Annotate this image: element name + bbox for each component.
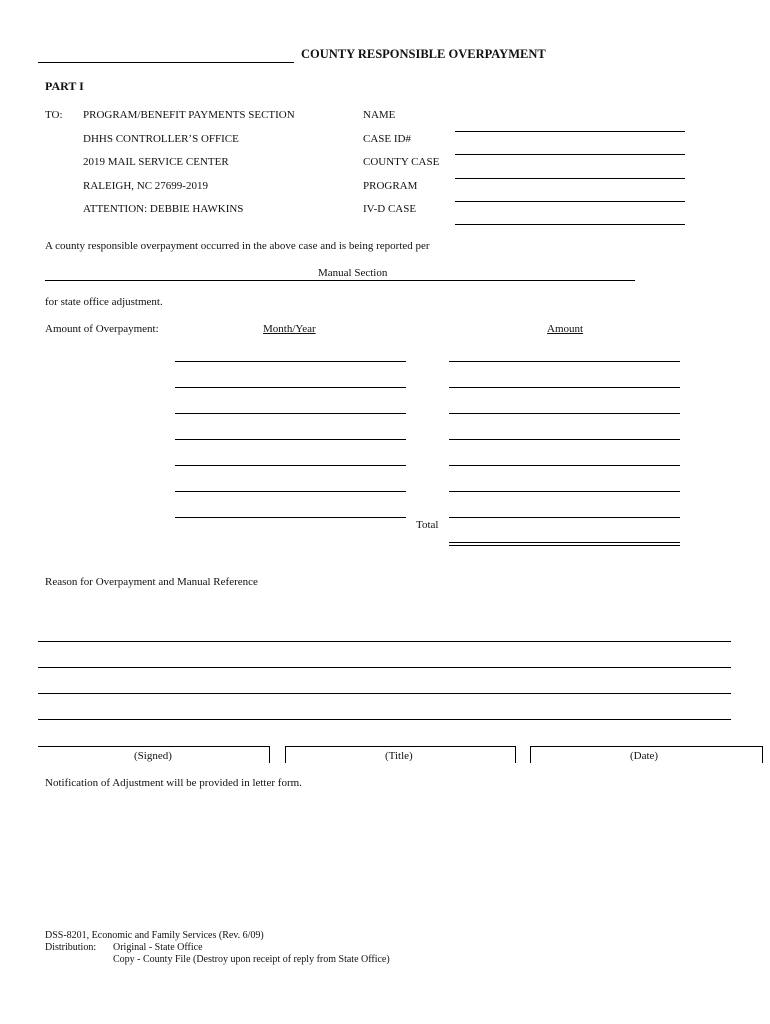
county-case-field[interactable]	[455, 178, 685, 179]
case-id-label: CASE ID#	[363, 133, 411, 145]
date-field[interactable]	[530, 746, 763, 747]
to-label: TO:	[45, 109, 63, 121]
title-divider-right	[530, 746, 531, 763]
to-line-2: DHHS CONTROLLER’S OFFICE	[83, 133, 239, 145]
distribution-label: Distribution:	[45, 942, 97, 953]
form-id: DSS-8201, Economic and Family Services (Rev. 6/09)	[45, 930, 264, 941]
title-field[interactable]	[285, 746, 516, 747]
total-label: Total	[416, 519, 439, 531]
ivd-case-label: IV-D CASE	[363, 203, 417, 215]
manual-section-field[interactable]	[45, 280, 635, 281]
date-divider-right	[762, 746, 763, 763]
reason-line-2[interactable]	[38, 667, 731, 668]
total-double-underline	[449, 545, 680, 546]
to-line-5: ATTENTION: DEBBIE HAWKINS	[83, 203, 244, 215]
notification-text: Notification of Adjustment will be provided in letter form.	[45, 777, 302, 789]
signed-divider-left	[269, 746, 270, 763]
month-field-3[interactable]	[175, 413, 406, 414]
to-line-3: 2019 MAIL SERVICE CENTER	[83, 156, 229, 168]
title-divider-left	[515, 746, 516, 763]
to-line-1: PROGRAM/BENEFIT PAYMENTS SECTION	[83, 109, 295, 121]
header-blank-line[interactable]	[38, 62, 294, 63]
distribution-original: Original - State Office	[113, 942, 203, 953]
amount-field-1[interactable]	[449, 361, 680, 362]
month-field-5[interactable]	[175, 465, 406, 466]
amount-field-2[interactable]	[449, 387, 680, 388]
month-year-header: Month/Year	[263, 323, 316, 335]
amount-field-7[interactable]	[449, 517, 680, 518]
name-field[interactable]	[455, 131, 685, 132]
for-adjustment-text: for state office adjustment.	[45, 296, 163, 308]
distribution-copy: Copy - County File (Destroy upon receipt of reply from State Office)	[113, 954, 390, 965]
amount-field-5[interactable]	[449, 465, 680, 466]
ivd-case-field[interactable]	[455, 224, 685, 225]
overpayment-label: Amount of Overpayment:	[45, 323, 159, 335]
total-field[interactable]	[449, 542, 680, 543]
amount-header: Amount	[547, 323, 584, 335]
signed-field[interactable]	[38, 746, 270, 747]
month-field-4[interactable]	[175, 439, 406, 440]
month-field-7[interactable]	[175, 517, 406, 518]
amount-field-4[interactable]	[449, 439, 680, 440]
program-label: PROGRAM	[363, 180, 418, 192]
form-title: COUNTY RESPONSIBLE OVERPAYMENT	[301, 47, 546, 61]
month-field-1[interactable]	[175, 361, 406, 362]
date-label: (Date)	[630, 750, 659, 762]
amount-field-3[interactable]	[449, 413, 680, 414]
case-id-field[interactable]	[455, 154, 685, 155]
part-heading: PART I	[45, 79, 84, 93]
signed-divider-right	[285, 746, 286, 763]
program-field[interactable]	[455, 201, 685, 202]
reason-line-4[interactable]	[38, 719, 731, 720]
manual-section-label: Manual Section	[318, 267, 388, 279]
intro-text: A county responsible overpayment occurred in the above case and is being reported per	[45, 240, 430, 252]
to-line-4: RALEIGH, NC 27699-2019	[83, 180, 208, 192]
month-field-6[interactable]	[175, 491, 406, 492]
amount-field-6[interactable]	[449, 491, 680, 492]
reason-label: Reason for Overpayment and Manual Reference	[45, 576, 258, 588]
name-label: NAME	[363, 109, 396, 121]
county-case-label: COUNTY CASE	[363, 156, 440, 168]
reason-line-1[interactable]	[38, 641, 731, 642]
title-label: (Title)	[385, 750, 413, 762]
signed-label: (Signed)	[134, 750, 172, 762]
reason-line-3[interactable]	[38, 693, 731, 694]
month-field-2[interactable]	[175, 387, 406, 388]
